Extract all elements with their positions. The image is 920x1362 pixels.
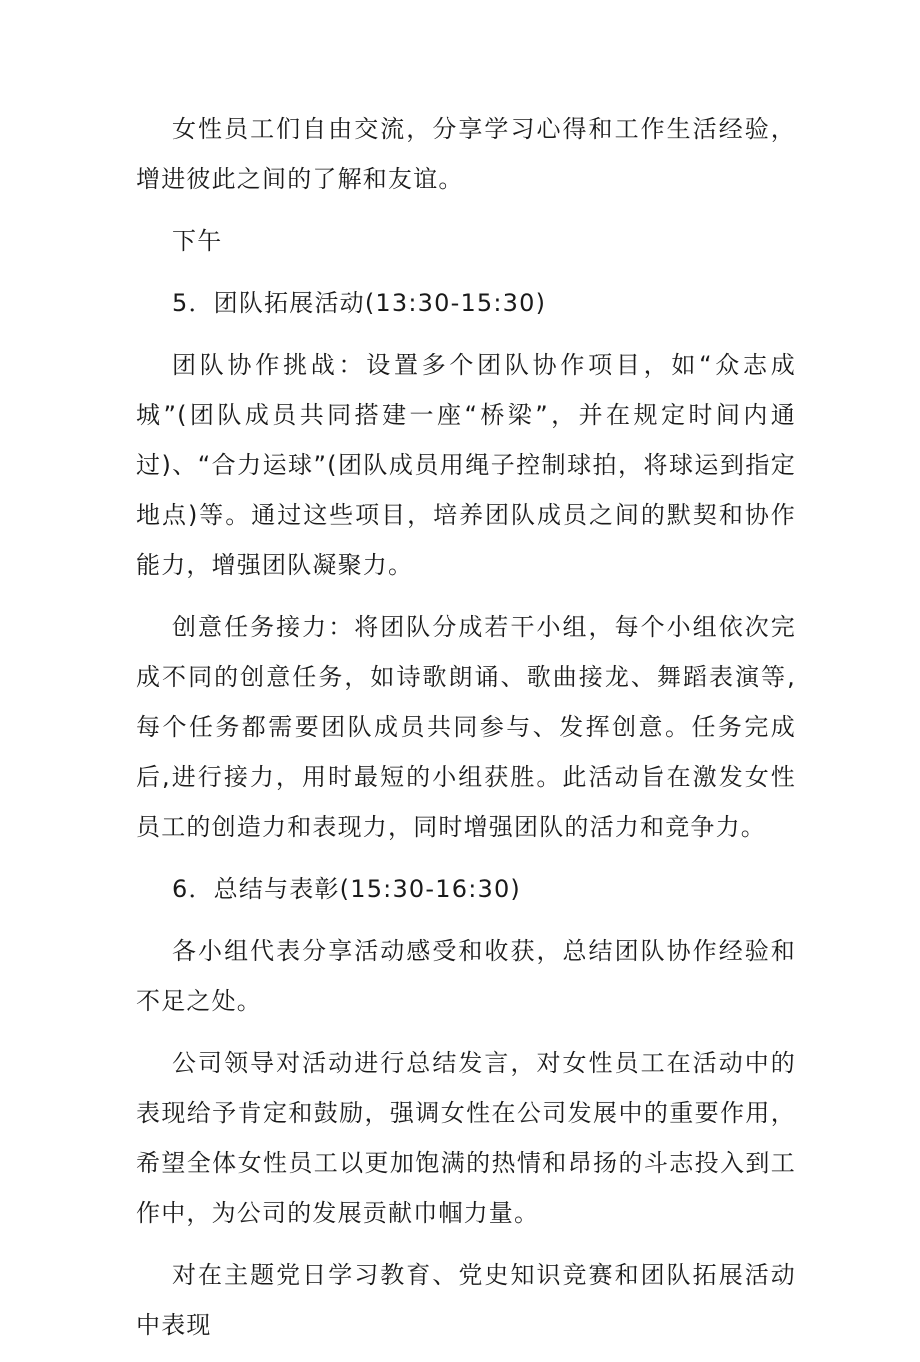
paragraph-creative-relay: 创意任务接力：将团队分成若干小组，每个小组依次完成不同的创意任务，如诗歌朗诵、歌曲接龙、舞蹈表演等,每个任务都需要团队成员共同参与、发挥创意。任务完成后,进行接力，用时最短的小组获胜。此活动旨在激发女性员工的创造力和表现力，同时增强团队的活力和竞争力。	[136, 613, 796, 841]
heading-afternoon: 下午	[172, 227, 223, 255]
paragraph-recognition: 对在主题党日学习教育、党史知识竞赛和团队拓展活动中表现	[136, 1261, 796, 1339]
document-body	[136, 104, 796, 1362]
paragraph-free-exchange: 女性员工们自由交流，分享学习心得和工作生活经验，增进彼此之间的了解和友谊。	[136, 115, 796, 193]
paragraph-group-sharing: 各小组代表分享活动感受和收获，总结团队协作经验和不足之处。	[136, 937, 796, 1015]
paragraph-leadership-speech: 公司领导对活动进行总结发言，对女性员工在活动中的表现给予肯定和鼓励，强调女性在公司发展中的重要作用，希望全体女性员工以更加饱满的热情和昂扬的斗志投入到工作中，为公司的发展贡献巾帼力量。	[136, 1049, 796, 1227]
heading-summary-awards: 6．总结与表彰(15:30-16:30)	[172, 875, 521, 903]
paragraph-team-challenge: 团队协作挑战：设置多个团队协作项目，如“众志成城”(团队成员共同搭建一座“桥梁”，并在规定时间内通过)、“合力运球”(团队成员用绳子控制球拍，将球运到指定地点)等。通过这些项目，培养团队成员之间的默契和协作能力，增强团队凝聚力。	[136, 351, 796, 579]
heading-team-building: 5．团队拓展活动(13:30-15:30)	[172, 289, 547, 317]
